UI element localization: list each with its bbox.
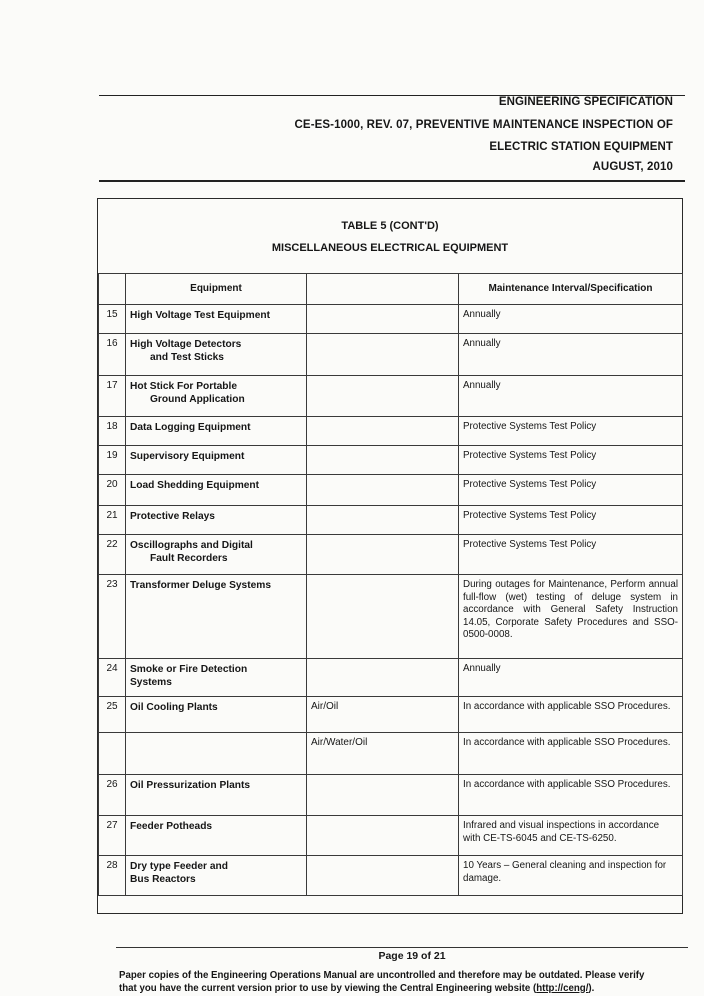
equipment-name: Data Logging Equipment: [130, 422, 251, 433]
row-number: [99, 733, 126, 775]
type-cell: [307, 506, 459, 535]
table-header-row: [99, 274, 683, 305]
equipment-name-cont: Fault Recorders: [150, 552, 228, 564]
equipment-name: High Voltage Test Equipment: [130, 310, 270, 321]
header-title: ENGINEERING SPECIFICATION: [498, 96, 673, 108]
type-cell: [307, 305, 459, 334]
table-title: TABLE 5 (CONT'D): [341, 220, 439, 232]
type-cell: [307, 475, 459, 506]
row-number: 26: [99, 775, 126, 816]
table-row: [99, 475, 683, 506]
equipment-cell: [126, 334, 307, 376]
maintenance-cell: Annually: [459, 334, 683, 376]
maintenance-cell: In accordance with applicable SSO Procedures.: [459, 697, 683, 733]
table-row: [99, 816, 683, 856]
header-subtitle: ELECTRIC STATION EQUIPMENT: [489, 141, 673, 153]
equipment-name: Load Shedding Equipment: [130, 480, 260, 491]
header-num-cell: [99, 274, 126, 305]
table-row: [99, 775, 683, 816]
row-number: 24: [99, 659, 126, 697]
row-number: 27: [99, 816, 126, 856]
maintenance-cell: Protective Systems Test Policy: [459, 417, 683, 446]
maintenance-cell: Protective Systems Test Policy: [459, 446, 683, 475]
type-cell: [307, 816, 459, 856]
equipment-cell: [126, 305, 307, 334]
equipment-cell: [126, 659, 307, 697]
table-row: [99, 506, 683, 535]
equipment-name: Dry type Feeder and: [130, 861, 228, 872]
row-number: 18: [99, 417, 126, 446]
table-row: [99, 334, 683, 376]
equipment-name: Hot Stick For Portable: [130, 381, 237, 392]
equipment-cell: [126, 575, 307, 659]
equipment-cell: [126, 446, 307, 475]
header-type-cell: [307, 274, 459, 305]
equipment-name: Smoke or Fire Detection: [130, 664, 248, 675]
page-number: Page 19 of 21: [378, 950, 446, 962]
table-row: [99, 446, 683, 475]
maintenance-cell: Protective Systems Test Policy: [459, 535, 683, 575]
equipment-cell: [126, 506, 307, 535]
equipment-cell: [126, 733, 307, 775]
type-cell: [307, 575, 459, 659]
equipment-name: Transformer Deluge Systems: [130, 580, 271, 591]
notice-line-2: that you have the current version prior to use by viewing the Central Engineering website (: [119, 982, 537, 994]
table-row: [99, 856, 683, 896]
table-row: [99, 376, 683, 417]
type-cell: [307, 856, 459, 896]
maintenance-cell: Protective Systems Test Policy: [459, 475, 683, 506]
type-cell: Air/Water/Oil: [307, 733, 459, 775]
equipment-cell: [126, 697, 307, 733]
equipment-cell: [126, 417, 307, 446]
maintenance-table: [98, 273, 683, 896]
equipment-name-cont: Ground Application: [150, 393, 245, 405]
type-cell: [307, 775, 459, 816]
header-doc-number: CE-ES-1000, REV. 07, PREVENTIVE MAINTENANCE INSPECTION OF: [294, 119, 673, 131]
equipment-name: Supervisory Equipment: [130, 451, 245, 462]
type-cell: [307, 376, 459, 417]
notice-line-1: Paper copies of the Engineering Operations Manual are uncontrolled and therefore may be outdated. Please verify: [119, 970, 645, 981]
maintenance-cell: Protective Systems Test Policy: [459, 506, 683, 535]
maintenance-cell: Annually: [459, 376, 683, 417]
row-number: 25: [99, 697, 126, 733]
header-bottom-rule: [99, 180, 685, 182]
table-row: [99, 575, 683, 659]
equipment-cell: [126, 816, 307, 856]
row-number: 22: [99, 535, 126, 575]
type-cell: [307, 334, 459, 376]
row-number: 20: [99, 475, 126, 506]
footer-rule: [116, 947, 688, 948]
central-engineering-link[interactable]: http://ceng/: [536, 982, 589, 994]
table-row: [99, 417, 683, 446]
equipment-name: Protective Relays: [130, 511, 215, 522]
table-row: [99, 697, 683, 733]
row-number: 28: [99, 856, 126, 896]
maintenance-cell: Annually: [459, 659, 683, 697]
maintenance-cell: Infrared and visual inspections in accordance with CE-TS-6045 and CE-TS-6250.: [459, 816, 683, 856]
equipment-cell: [126, 775, 307, 816]
table-box: [97, 198, 683, 914]
type-cell: [307, 446, 459, 475]
equipment-name-cont: Bus Reactors: [130, 873, 196, 885]
table-subtitle: MISCELLANEOUS ELECTRICAL EQUIPMENT: [271, 242, 509, 254]
maintenance-cell: Annually: [459, 305, 683, 334]
table-row: [99, 535, 683, 575]
equipment-cell: [126, 856, 307, 896]
equipment-cell: [126, 475, 307, 506]
equipment-cell: [126, 376, 307, 417]
equipment-name: Feeder Potheads: [130, 821, 213, 832]
row-number: 16: [99, 334, 126, 376]
header-equipment: Equipment: [126, 274, 307, 305]
table-row: [99, 733, 683, 775]
type-cell: [307, 417, 459, 446]
notice-line-2-end: ).: [588, 982, 595, 994]
footer-notice: [119, 970, 689, 995]
maintenance-cell: In accordance with applicable SSO Procedures.: [459, 775, 683, 816]
equipment-name: Oscillographs and Digital: [130, 540, 253, 551]
row-number: 15: [99, 305, 126, 334]
maintenance-cell: During outages for Maintenance, Perform annual full-flow (wet) testing of deluge system in accordance with General Safety Instruction 14.05, Corporate Safety Procedures and SSO-0500-0008.: [459, 575, 683, 659]
header-maintenance: Maintenance Interval/Specification: [459, 274, 683, 305]
equipment-name: Oil Cooling Plants: [130, 702, 218, 713]
table-row: [99, 305, 683, 334]
equipment-name: Oil Pressurization Plants: [130, 780, 251, 791]
header-date: AUGUST, 2010: [592, 161, 673, 173]
equipment-cell: [126, 535, 307, 575]
row-number: 21: [99, 506, 126, 535]
maintenance-cell: In accordance with applicable SSO Procedures.: [459, 733, 683, 775]
equipment-name-cont: Systems: [130, 676, 172, 688]
row-number: 23: [99, 575, 126, 659]
equipment-name-cont: and Test Sticks: [150, 351, 224, 363]
row-number: 17: [99, 376, 126, 417]
maintenance-cell: 10 Years – General cleaning and inspection for damage.: [459, 856, 683, 896]
type-cell: [307, 535, 459, 575]
type-cell: Air/Oil: [307, 697, 459, 733]
equipment-name: High Voltage Detectors: [130, 339, 242, 350]
row-number: 19: [99, 446, 126, 475]
type-cell: [307, 659, 459, 697]
table-row: [99, 659, 683, 697]
